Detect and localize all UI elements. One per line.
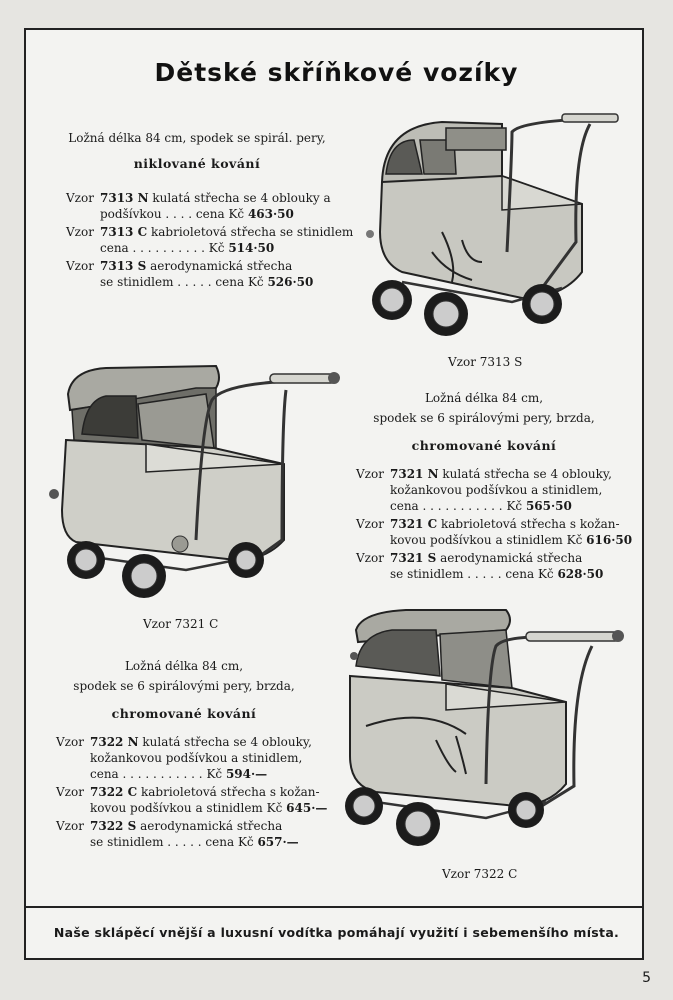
model-row: Vzor 7322 C kabrioletová střecha s kožan- bbox=[56, 785, 320, 799]
model-row: Vzor 7313 C kabrioletová střecha se stinidlem bbox=[66, 225, 354, 239]
model-row: Vzor 7313 N kulatá střecha se 4 oblouky a bbox=[66, 191, 331, 205]
model-row: Vzor 7322 N kulatá střecha se 4 oblouky, bbox=[56, 735, 312, 749]
price: 514·50 bbox=[228, 241, 275, 255]
page-title: Dětské skříňkové vozíky bbox=[154, 58, 519, 87]
fittings-heading: niklované kování bbox=[133, 156, 261, 171]
spec-line: spodek se 6 spirálovými pery, brzda, bbox=[73, 679, 295, 693]
page-number: 5 bbox=[642, 970, 651, 986]
fittings-heading: chromované kování bbox=[111, 706, 257, 721]
fittings-heading: chromované kování bbox=[411, 438, 557, 453]
price: 565·50 bbox=[525, 499, 572, 513]
model-number: 7322 N bbox=[90, 735, 139, 749]
pram-7321c-image bbox=[46, 360, 346, 612]
model-row: Vzor 7321 N kulatá střecha se 4 oblouky, bbox=[356, 467, 612, 481]
image-caption: Vzor 7322 C bbox=[442, 867, 518, 881]
price: 463·50 bbox=[247, 207, 294, 221]
image-caption: Vzor 7321 C bbox=[143, 617, 219, 631]
spec-line: Ložná délka 84 cm, bbox=[124, 659, 244, 673]
price: 526·50 bbox=[267, 275, 314, 289]
pram-7313s-image bbox=[362, 112, 632, 344]
section-7321: Ložná délka 84 cm, spodek se 6 spirálovými pery, brzda, chromované kování Vzor 7321 N kulatá střecha se 4 oblouky, kožankovou podšívkou a stinidlem, cena . . . . . . . . . . . Kč 565·50 Vzor 7321 C kabrioletová střecha s kožan- kovou podšívkou a stinidlem Kč 616·50 Vzor 7321 S aerodynamická střecha se stinidlem . . . . . cena Kč 628·50 bbox=[356, 391, 633, 581]
model-number: 7313 S bbox=[100, 259, 147, 273]
model-number: 7322 S bbox=[90, 819, 137, 833]
model-number: 7313 N bbox=[100, 191, 149, 205]
price: 628·50 bbox=[557, 567, 604, 581]
price: 616·50 bbox=[586, 533, 633, 547]
section-7322: Ložná délka 84 cm, spodek se 6 spirálovými pery, brzda, chromované kování Vzor 7322 N kulatá střecha se 4 oblouky, kožankovou podšívkou a stinidlem, cena . . . . . . . . . . . Kč 594·— Vzor 7322 C kabrioletová střecha s kožan- kovou podšívkou a stinidlem Kč 645·— Vzor 7322 S aerodynamická střecha se stinidlem . . . . . cena Kč 657·— bbox=[56, 658, 346, 850]
price: 657·— bbox=[257, 835, 299, 849]
model-row: Vzor 7321 S aerodynamická střecha bbox=[356, 551, 583, 565]
pram-7322c-image bbox=[336, 606, 628, 860]
model-number: 7322 C bbox=[90, 785, 138, 799]
model-row: Vzor 7321 C kabrioletová střecha s kožan- bbox=[356, 517, 620, 531]
section-7313: Ložná délka 84 cm, spodek se spirál. pery, niklované kování Vzor 7313 N kulatá střecha se 4 oblouky a podšívkou . . . . cena Kč 463·50 Vzor 7313 C kabrioletová střecha se stinidlem cena . . . . . . . . . . Kč 514·50 Vzor 7313 S aerodynamická střecha se stinidlem . . . . . cena Kč 526·50 bbox=[66, 130, 356, 290]
footer-note: Naše sklápěcí vnější a luxusní vodítka pomáhají využití i sebemenšího místa. bbox=[53, 925, 620, 940]
image-caption: Vzor 7313 S bbox=[448, 355, 523, 369]
model-row: Vzor 7322 S aerodynamická střecha bbox=[56, 819, 283, 833]
model-row: Vzor 7313 S aerodynamická střecha bbox=[66, 259, 293, 273]
model-number: 7321 C bbox=[390, 517, 438, 531]
model-number: 7313 C bbox=[100, 225, 148, 239]
spec-line: Ložná délka 84 cm, spodek se spirál. pery, bbox=[68, 131, 326, 145]
price: 594·— bbox=[225, 767, 268, 781]
spec-line: spodek se 6 spirálovými pery, brzda, bbox=[373, 411, 595, 425]
price: 645·— bbox=[286, 801, 328, 815]
model-number: 7321 S bbox=[390, 551, 437, 565]
model-number: 7321 N bbox=[390, 467, 439, 481]
spec-line: Ložná délka 84 cm, bbox=[424, 391, 544, 405]
